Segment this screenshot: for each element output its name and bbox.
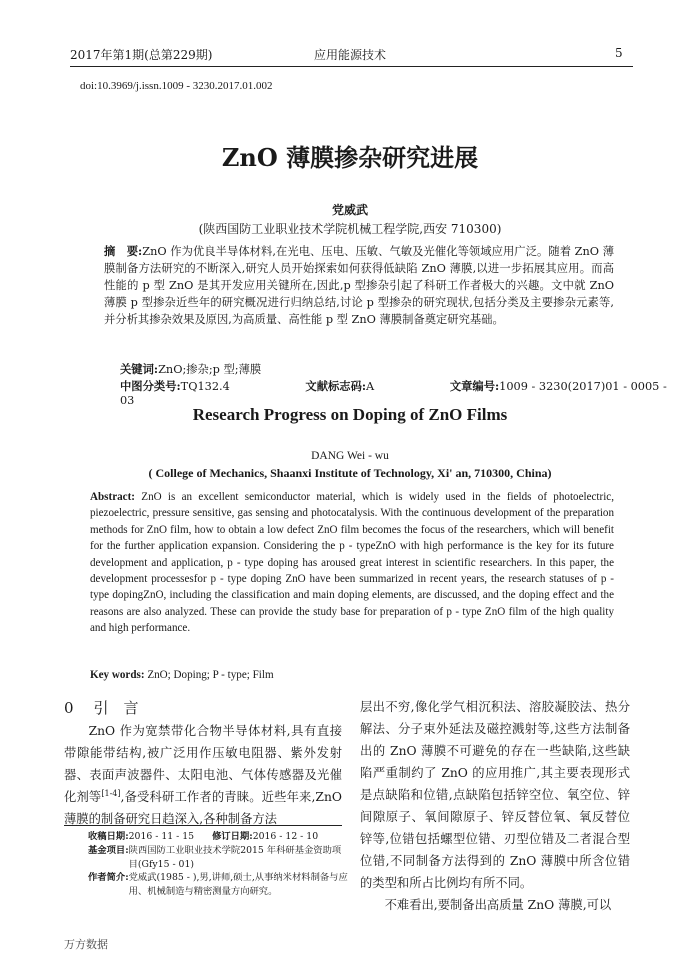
fund-label: 基金项目:: [88, 844, 129, 856]
section-number: 0: [64, 699, 74, 717]
author-en: DANG Wei - wu: [311, 450, 389, 462]
abstract-en-text: ZnO is an excellent semiconductor material, which is widely used in the fields of photoelectric, piezoelectric, pressure sensitive, gas sensing and photocatalysis. With the continuous development of the preparation methods for ZnO film, how to obtain a low defect ZnO film becomes the focus of the researchers, which will benefit for the further application expansion. Considering the p - typeZnO with high performance is the key for its future development and application, p - type doping has aroused great interest in scientific researchers. In this paper, the development processesfor p - type doping ZnO have been summarized in recent years, the research statuses of p - type dopingZnO, including the classification and main doping elements, are discussed, and the doping effect and the reasons are also analyzed. These can provide the study base for preparation of p - type ZnO film of the high quality and high performance.: [90, 491, 614, 635]
keywords-cn: [120, 361, 261, 377]
abstract-cn: [104, 243, 614, 328]
footnote-bio: [88, 871, 348, 899]
header-journal: 应用能源技术: [313, 48, 386, 62]
footnote-dates: [88, 830, 348, 844]
revised-label: 修订日期:: [212, 831, 253, 842]
received-date: 2016 - 11 - 15: [128, 831, 195, 842]
abstract-en: [90, 489, 614, 637]
doc-code-label: 文献标志码:: [305, 379, 367, 393]
keywords-cn-text: ZnO;掺杂;p 型;薄膜: [158, 363, 262, 376]
bio-text: 党威武(1985 - ),男,讲师,硕士,从事纳米材料制备与应用、机械制造与精密测量方向研究。: [128, 872, 348, 898]
header-page-number: 5: [615, 46, 623, 60]
bio-label: 作者简介:: [88, 872, 129, 884]
keywords-en-label: Key words:: [90, 669, 145, 681]
abstract-cn-text: ZnO 作为优良半导体材料,在光电、压电、压敏、气敏及光催化等领域应用广泛。随着 ZnO 薄膜制备方法研究的不断深入,研究人员开始探索如何获得低缺陷 ZnO 薄膜,以进一步拓展其应用。而高性能的 p 型 ZnO 是其开发应用关键所在,因此,p 型掺杂引起了科研工作者极大的兴趣。文中就 ZnO 薄膜 p 型掺杂近些年的研究概况进行归纳总结,讨论 p 型掺杂的研究现状,包括分类及主要掺杂元素等,并分析其掺杂效果及原因,为高质量、高性能 p 型 ZnO 薄膜制备奠定研究基础。: [104, 245, 615, 326]
body-right-paragraph-2: 不难看出,要制备出高质量 ZnO 薄膜,可以: [384, 898, 612, 912]
article-number-value: 1009 - 3230(2017)01 - 0005 - 03: [120, 380, 667, 407]
section-title: 引 言: [93, 699, 139, 717]
title-cn: ZnO 薄膜掺杂研究进展: [221, 143, 479, 172]
revised-date: 2016 - 12 - 10: [252, 831, 319, 842]
body-right-column: [360, 696, 630, 916]
section-heading: [64, 697, 139, 718]
classification-cn: [120, 378, 700, 407]
keywords-en: [90, 669, 274, 681]
title-en: Research Progress on Doping of ZnO Films: [192, 405, 508, 424]
body-right-paragraph-1: 层出不穷,像化学气相沉积法、溶胶凝胶法、热分解法、分子束外延法及磁控溅射等,这些方法制备出的 ZnO 薄膜不可避免的存在一些缺陷,这些缺陷严重制约了 ZnO 的应用推广,其主要表现形式是点缺陷和位错,点缺陷包括锌空位、氧空位、锌间隙原子、氧间隙原子、锌反替位氧、氧反替位锌等,位错包括螺型位错、刃型位错及二者混合型位错,不同制备方法得到的 ZnO 薄膜中所含位错的类型和所占比例均有所不同。: [360, 700, 630, 890]
footnote: [88, 830, 348, 899]
abstract-en-label: Abstract:: [90, 491, 135, 503]
header-rule: [70, 66, 633, 67]
affiliation-cn: (陕西国防工业职业技术学院机械工程学院,西安 710300): [198, 222, 502, 236]
received-label: 收稿日期:: [88, 831, 129, 842]
citation: [1-4]: [101, 788, 121, 798]
footnote-rule: [64, 825, 342, 826]
article-number-label: 文章编号:: [449, 379, 500, 393]
keywords-cn-label: 关键词:: [120, 362, 159, 376]
footnote-fund: [88, 844, 348, 872]
doc-code-value: A: [366, 380, 375, 393]
body-left-text-a: ZnO 作为宽禁带化合物半导体材料,具有直接带隙能带结构,被广泛用作压敏电阻器、紫外发射器、表面声波器件、太阳电池、气体传感器及光催化剂等: [64, 724, 342, 804]
author-cn: 党威武: [331, 203, 368, 217]
body-left-paragraph: [64, 720, 342, 830]
fund-text: 陕西国防工业职业技术学院2015 年科研基金资助项目(Gfy15 - 01): [128, 844, 342, 870]
header-issue: 2017年第1期(总第229期): [70, 48, 213, 62]
clc-label: 中图分类号:: [120, 379, 181, 393]
keywords-en-text: ZnO; Doping; P - type; Film: [147, 669, 274, 681]
clc-value: TQ132.4: [180, 380, 230, 393]
doi: doi:10.3969/j.issn.1009 - 3230.2017.01.002: [80, 80, 273, 92]
abstract-cn-label: 摘 要:: [104, 244, 143, 258]
body-left-text-b: ,备受科研工作者的青睐。近些年来,ZnO 薄膜的制备研究日趋深入,各种制备方法: [64, 790, 342, 826]
affiliation-en: ( College of Mechanics, Shaanxi Institute of Technology, Xi' an, 710300, China): [148, 466, 552, 480]
watermark: 万方数据: [64, 938, 108, 951]
